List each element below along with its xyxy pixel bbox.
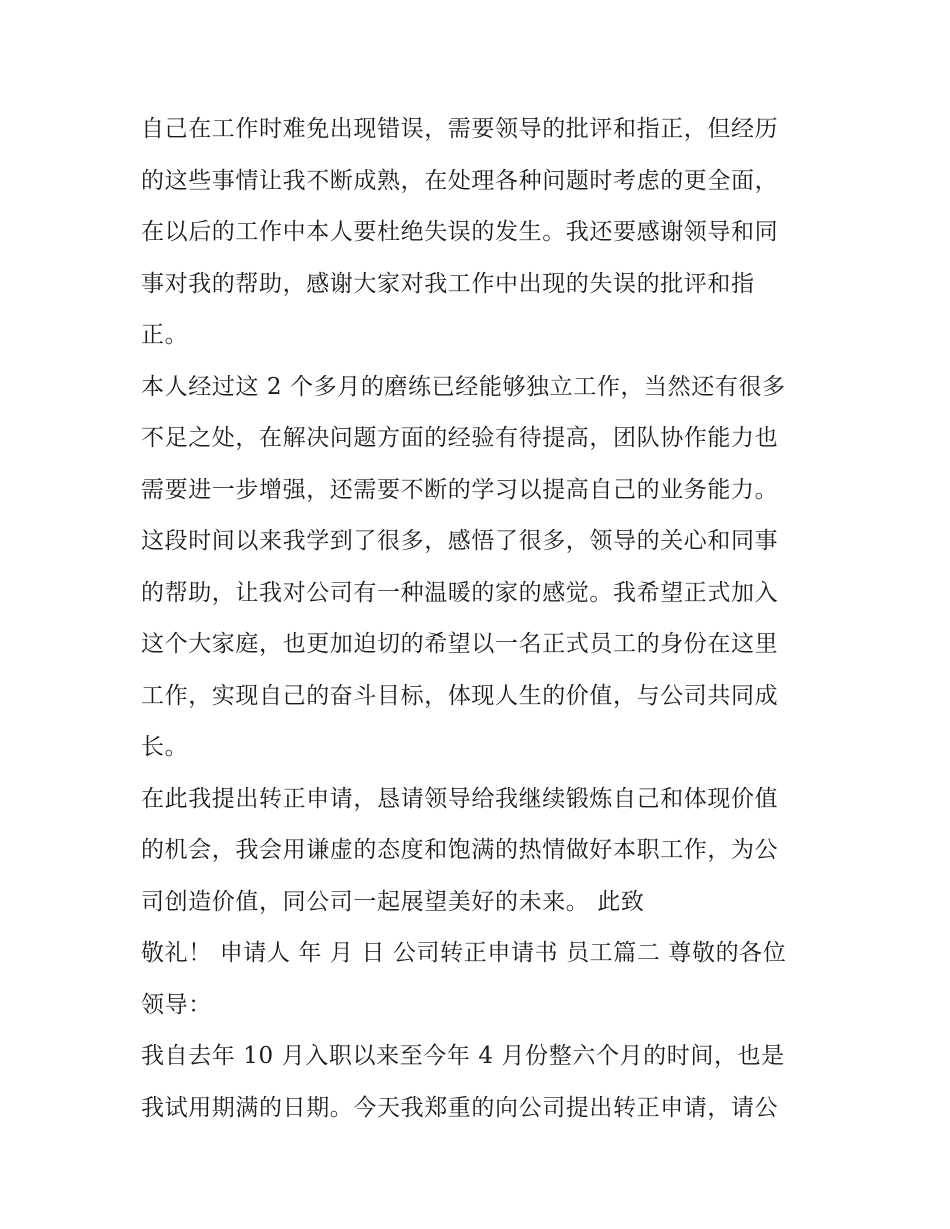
text-line: 的机会，我会用谦虚的态度和饱满的热情做好本职工作，为公 — [141, 837, 779, 863]
text-line: 事对我的帮助，感谢大家对我工作中出现的失误的批评和指 — [141, 270, 755, 297]
text-line: 敬礼！ 申请人 年 月 日 公司转正申请书 员工篇二 尊敬的各位 — [141, 940, 787, 966]
text-line: 的这些事情让我不断成熟，在处理各种问题时考虑的更全面， — [141, 167, 779, 194]
text-line: 自己在工作时难免出现错误，需要领导的批评和指正，但经历 — [141, 116, 779, 142]
document-body — [141, 104, 821, 1134]
text-line: 的帮助，让我对公司有一种温暖的家的感觉。我希望正式加入 — [141, 579, 779, 606]
text-line: 司创造价值，同公司一起展望美好的未来。 此致 — [141, 888, 645, 915]
text-line: 在以后的工作中本人要杜绝失误的发生。我还要感谢领导和同 — [141, 219, 779, 245]
text-line: 长。 — [141, 734, 189, 760]
text-line: 需要进一步增强，还需要不断的学习以提高自己的业务能力。 — [141, 476, 779, 503]
text-line: 工作，实现自己的奋斗目标，体现人生的价值，与公司共同成 — [141, 682, 779, 709]
text-line: 我自去年 10 月入职以来至今年 4 月份整六个月的时间，也是 — [141, 1043, 785, 1069]
text-line: 正。 — [141, 322, 189, 348]
text-line: 领导： — [141, 991, 212, 1018]
text-line: 这段时间以来我学到了很多，感悟了很多，领导的关心和同事 — [141, 528, 779, 554]
text-line: 本人经过这 2 个多月的磨练已经能够独立工作，当然还有很多 — [141, 373, 786, 400]
text-line: 不足之处，在解决问题方面的经验有待提高，团队协作能力也 — [141, 425, 779, 451]
text-line: 这个大家庭，也更加迫切的希望以一名正式员工的身份在这里 — [141, 631, 779, 657]
text-line: 在此我提出转正申请，恳请领导给我继续锻炼自己和体现价值 — [141, 785, 779, 812]
text-line: 我试用期满的日期。今天我郑重的向公司提出转正申请，请公 — [141, 1094, 779, 1121]
